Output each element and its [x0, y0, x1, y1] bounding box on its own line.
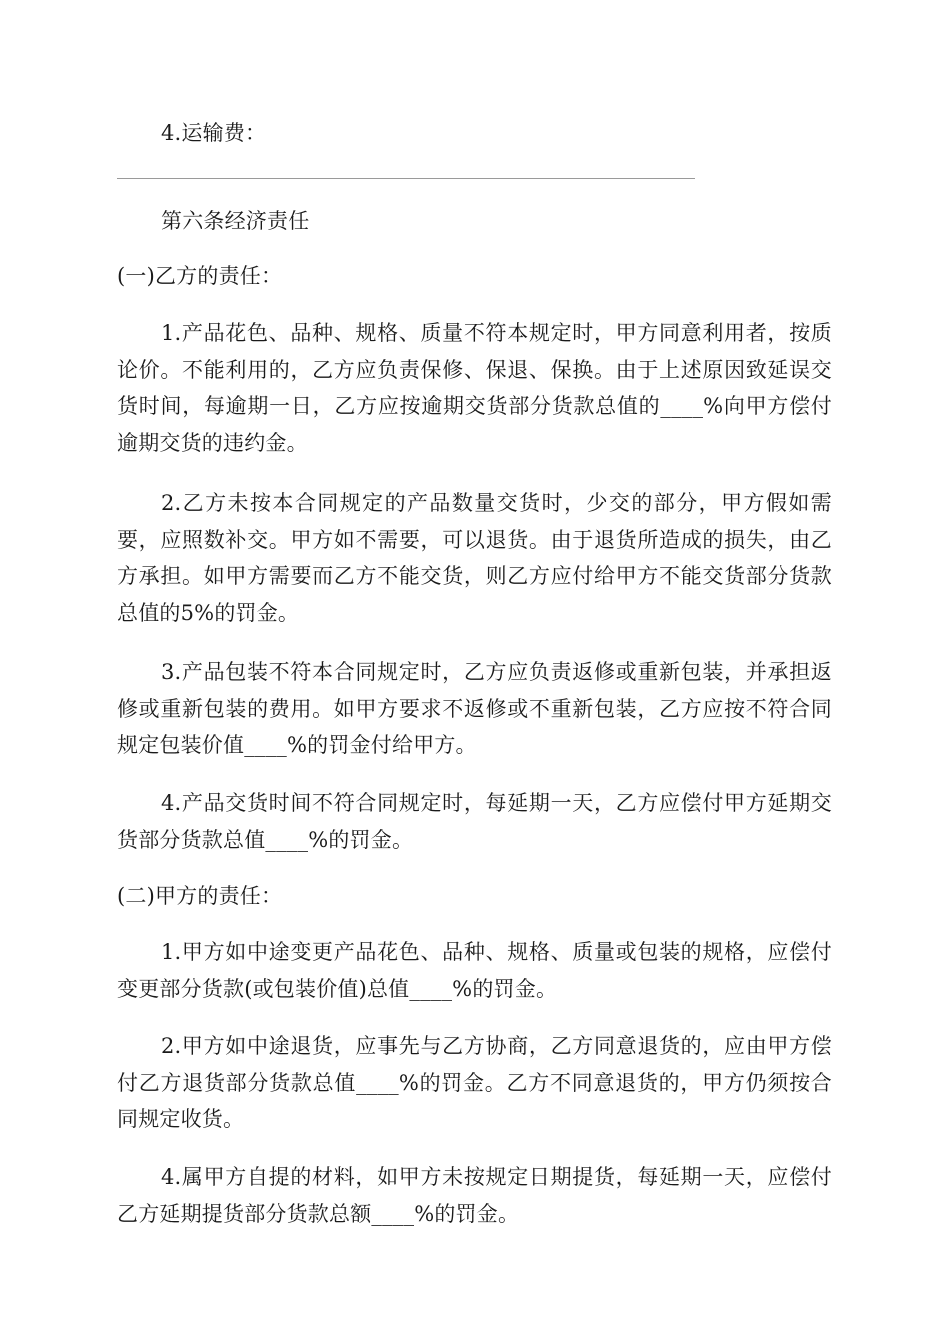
party-b-clause-2: 2.乙方未按本合同规定的产品数量交货时，少交的部分，甲方假如需要，应照数补交。甲方如不需要，可以退货。由于退货所造成的损失，由乙方承担。如甲方需要而乙方不能交货，则乙方应付给甲方不能交货部分货款总值的5%的罚金。: [117, 491, 832, 625]
party-b-clause-1: 1.产品花色、品种、规格、质量不符本规定时，甲方同意利用者，按质论价。不能利用的，乙方应负责保修、保退、保换。由于上述原因致延误交货时间，每逾期一日，乙方应按逾期交货部分货款总值的____%向甲方偿付逾期交货的违约金。: [117, 321, 832, 455]
fill-in-underline: [117, 178, 695, 179]
party-a-clause-2: 2.甲方如中途退货，应事先与乙方协商，乙方同意退货的，应由甲方偿付乙方退货部分货款总值____%的罚金。乙方不同意退货的，甲方仍须按合同规定收货。: [117, 1034, 832, 1131]
transport-fee-line: 4.运输费：: [161, 121, 267, 145]
party-b-clause-4: 4.产品交货时间不符合同规定时，每延期一天，乙方应偿付甲方延期交货部分货款总值____%的罚金。: [117, 791, 832, 852]
party-a-clause-1: 1.甲方如中途变更产品花色、品种、规格、质量或包装的规格，应偿付变更部分货款(或包装价值)总值____%的罚金。: [117, 940, 832, 1001]
article-title: 第六条经济责任: [161, 209, 310, 233]
party-b-heading: (一)乙方的责任：: [117, 264, 283, 288]
party-b-clause-3: 3.产品包装不符本合同规定时，乙方应负责返修或重新包装，并承担返修或重新包装的费用。如甲方要求不返修或不重新包装，乙方应按不符合同规定包装价值____%的罚金付给甲方。: [117, 660, 832, 757]
party-a-heading: (二)甲方的责任：: [117, 884, 283, 908]
party-a-clause-4: 4.属甲方自提的材料，如甲方未按规定日期提货，每延期一天，应偿付乙方延期提货部分货款总额____%的罚金。: [117, 1165, 832, 1226]
